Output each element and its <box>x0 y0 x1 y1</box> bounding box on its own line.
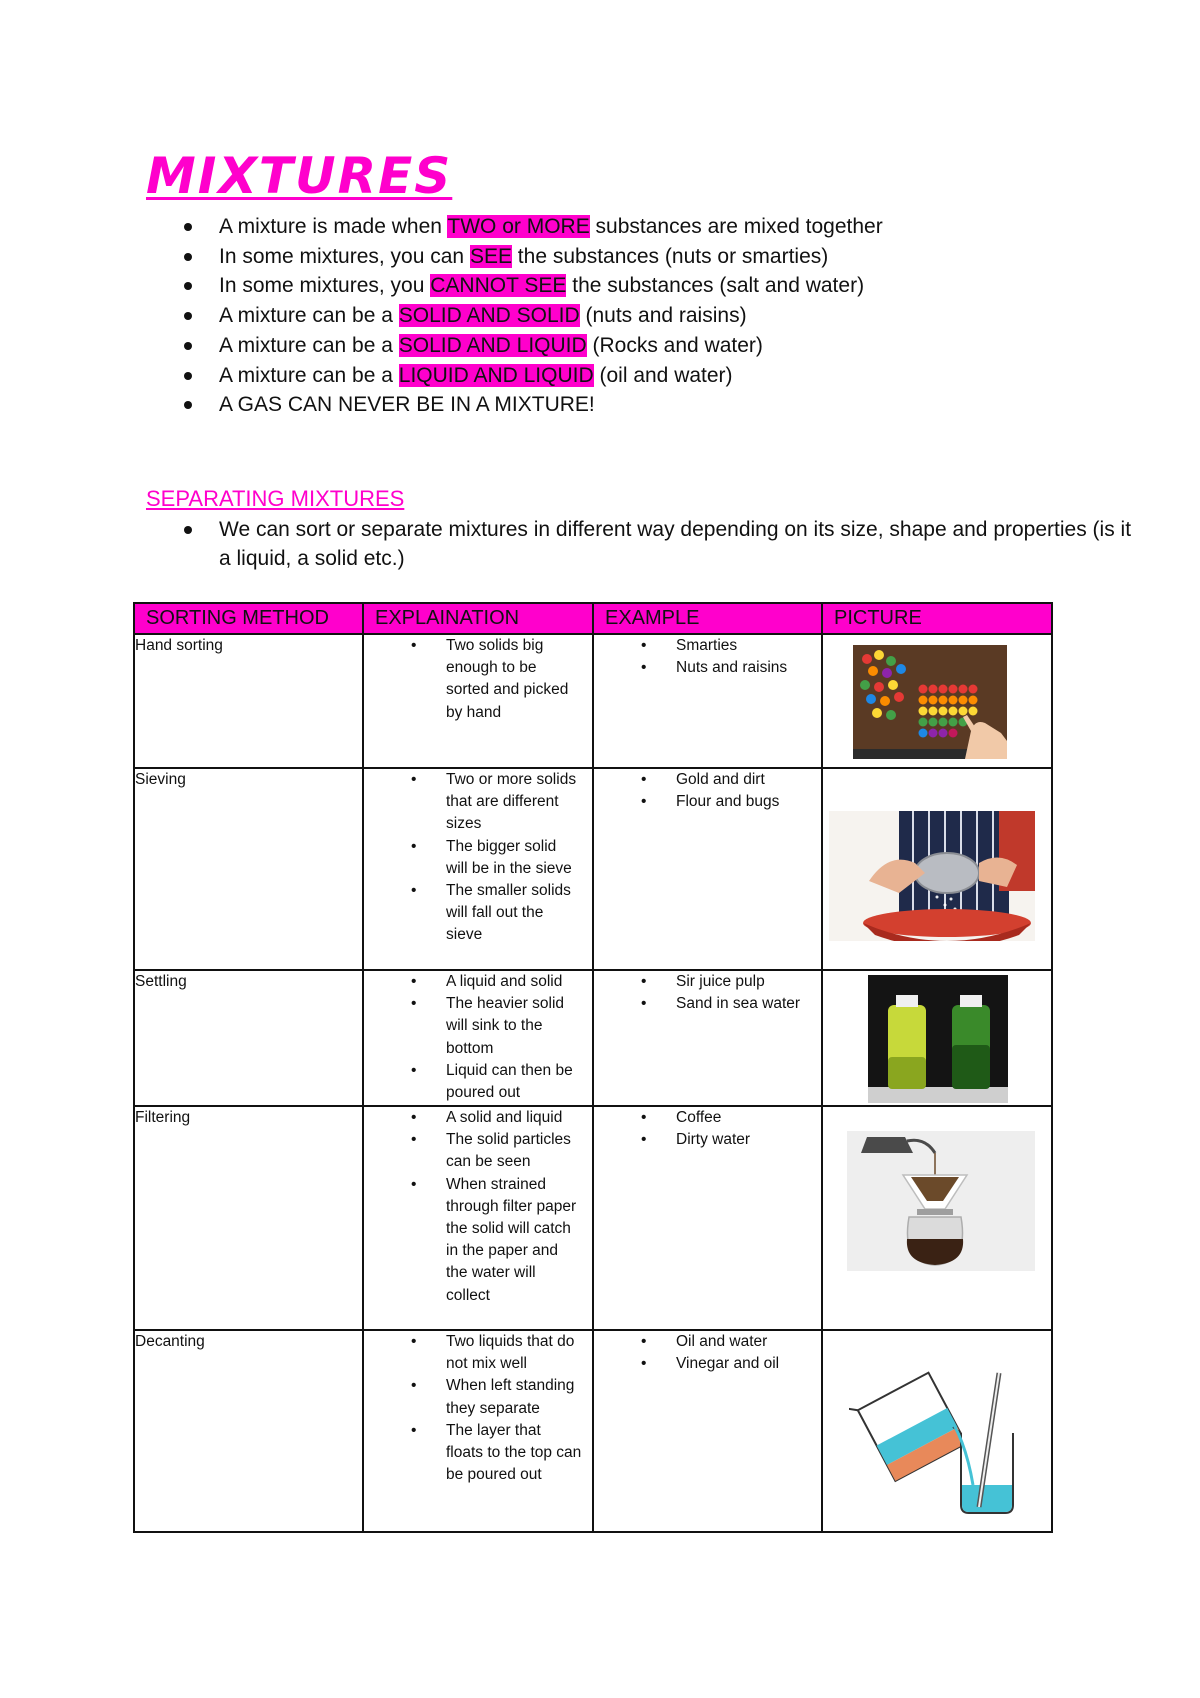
list-item: • Vinegar and oil <box>594 1353 821 1375</box>
list-item: • Two liquids that do not mix well <box>364 1331 592 1375</box>
list-item: • Smarties <box>594 635 821 657</box>
picture-cell <box>822 634 1052 768</box>
section-heading: SEPARATING MIXTURES <box>146 486 405 511</box>
header-picture: PICTURE <box>822 603 1052 634</box>
list-item: • The bigger solid will be in the sieve <box>364 836 592 880</box>
juice-bottles-photo <box>868 975 1008 1103</box>
picture-cell <box>822 1330 1052 1532</box>
list-item: A GAS CAN NEVER BE IN A MIXTURE! <box>146 390 1146 420</box>
method-cell: Filtering <box>134 1106 363 1330</box>
header-example: EXAMPLE <box>593 603 822 634</box>
table-row <box>134 634 1052 768</box>
example-cell <box>593 1106 822 1330</box>
picture-cell <box>822 1106 1052 1330</box>
header-sorting-method: SORTING METHOD <box>134 603 363 634</box>
list-item: • Nuts and raisins <box>594 657 821 679</box>
list-item: • Coffee <box>594 1107 821 1129</box>
list-item: • The layer that floats to the top can be poured out <box>364 1420 592 1487</box>
example-cell <box>593 1330 822 1532</box>
picture-cell <box>822 970 1052 1106</box>
list-item: • Sand in sea water <box>594 993 821 1015</box>
list-item: • Liquid can then be poured out <box>364 1060 592 1104</box>
sieving-flour-photo <box>829 811 1035 941</box>
list-item: • Oil and water <box>594 1331 821 1353</box>
explanation-cell <box>363 634 593 768</box>
table-row <box>134 1106 1052 1330</box>
list-item: We can sort or separate mixtures in different way depending on its size, shape and properties (is it a liquid, a solid etc.) <box>146 515 1146 573</box>
picture-cell <box>822 768 1052 970</box>
separating-list <box>146 515 1146 573</box>
list-item: In some mixtures, you CANNOT SEE the substances (salt and water) <box>146 271 1146 301</box>
list-item: • The solid particles can be seen <box>364 1129 592 1173</box>
highlight: SOLID AND LIQUID <box>398 333 587 357</box>
sorting-methods-table <box>133 602 1053 1533</box>
explanation-cell <box>363 970 593 1106</box>
header-explanation: EXPLAINATION <box>363 603 593 634</box>
example-cell <box>593 634 822 768</box>
list-item: A mixture can be a LIQUID AND LIQUID (oil and water) <box>146 361 1146 391</box>
explanation-cell <box>363 1106 593 1330</box>
highlight: TWO or MORE <box>447 215 590 238</box>
list-item: • Gold and dirt <box>594 769 821 791</box>
highlight: SOLID AND SOLID <box>398 304 580 328</box>
list-item: • Dirty water <box>594 1129 821 1151</box>
method-cell: Hand sorting <box>134 634 363 768</box>
table-header-row <box>134 603 1052 634</box>
highlight: CANNOT SEE <box>430 274 567 298</box>
explanation-cell <box>363 768 593 970</box>
list-item: A mixture can be a SOLID AND SOLID (nuts and raisins) <box>146 301 1146 331</box>
list-item: • Two or more solids that are different sizes <box>364 769 592 836</box>
method-cell: Settling <box>134 970 363 1106</box>
table-row <box>134 970 1052 1106</box>
explanation-cell <box>363 1330 593 1532</box>
mixture-facts-list <box>146 212 1146 420</box>
list-item: • The smaller solids will fall out the sieve <box>364 880 592 947</box>
list-item: A mixture can be a SOLID AND LIQUID (Rocks and water) <box>146 331 1146 361</box>
page-title: MIXTURES <box>146 147 453 205</box>
decanting-beakers-illustration <box>849 1357 1019 1517</box>
list-item: In some mixtures, you can SEE the substances (nuts or smarties) <box>146 242 1146 272</box>
hand-sorting-candies-photo <box>853 645 1007 759</box>
list-item: • Flour and bugs <box>594 791 821 813</box>
example-cell <box>593 768 822 970</box>
coffee-filter-photo <box>847 1131 1035 1271</box>
list-item: • When left standing they separate <box>364 1375 592 1419</box>
highlight: SEE <box>469 244 512 268</box>
list-item: A mixture is made when TWO or MORE substances are mixed together <box>146 212 1146 242</box>
method-cell: Decanting <box>134 1330 363 1532</box>
list-item: • Two solids big enough to be sorted and picked by hand <box>364 635 592 724</box>
example-cell <box>593 970 822 1106</box>
method-cell: Sieving <box>134 768 363 970</box>
table-row <box>134 768 1052 970</box>
list-item: • Sir juice pulp <box>594 971 821 993</box>
list-item: • The heavier solid will sink to the bottom <box>364 993 592 1060</box>
list-item: • A solid and liquid <box>364 1107 592 1129</box>
highlight: LIQUID AND LIQUID <box>398 363 594 387</box>
list-item: • A liquid and solid <box>364 971 592 993</box>
list-item: • When strained through filter paper the solid will catch in the paper and the water will collect <box>364 1174 592 1307</box>
table-row <box>134 1330 1052 1532</box>
